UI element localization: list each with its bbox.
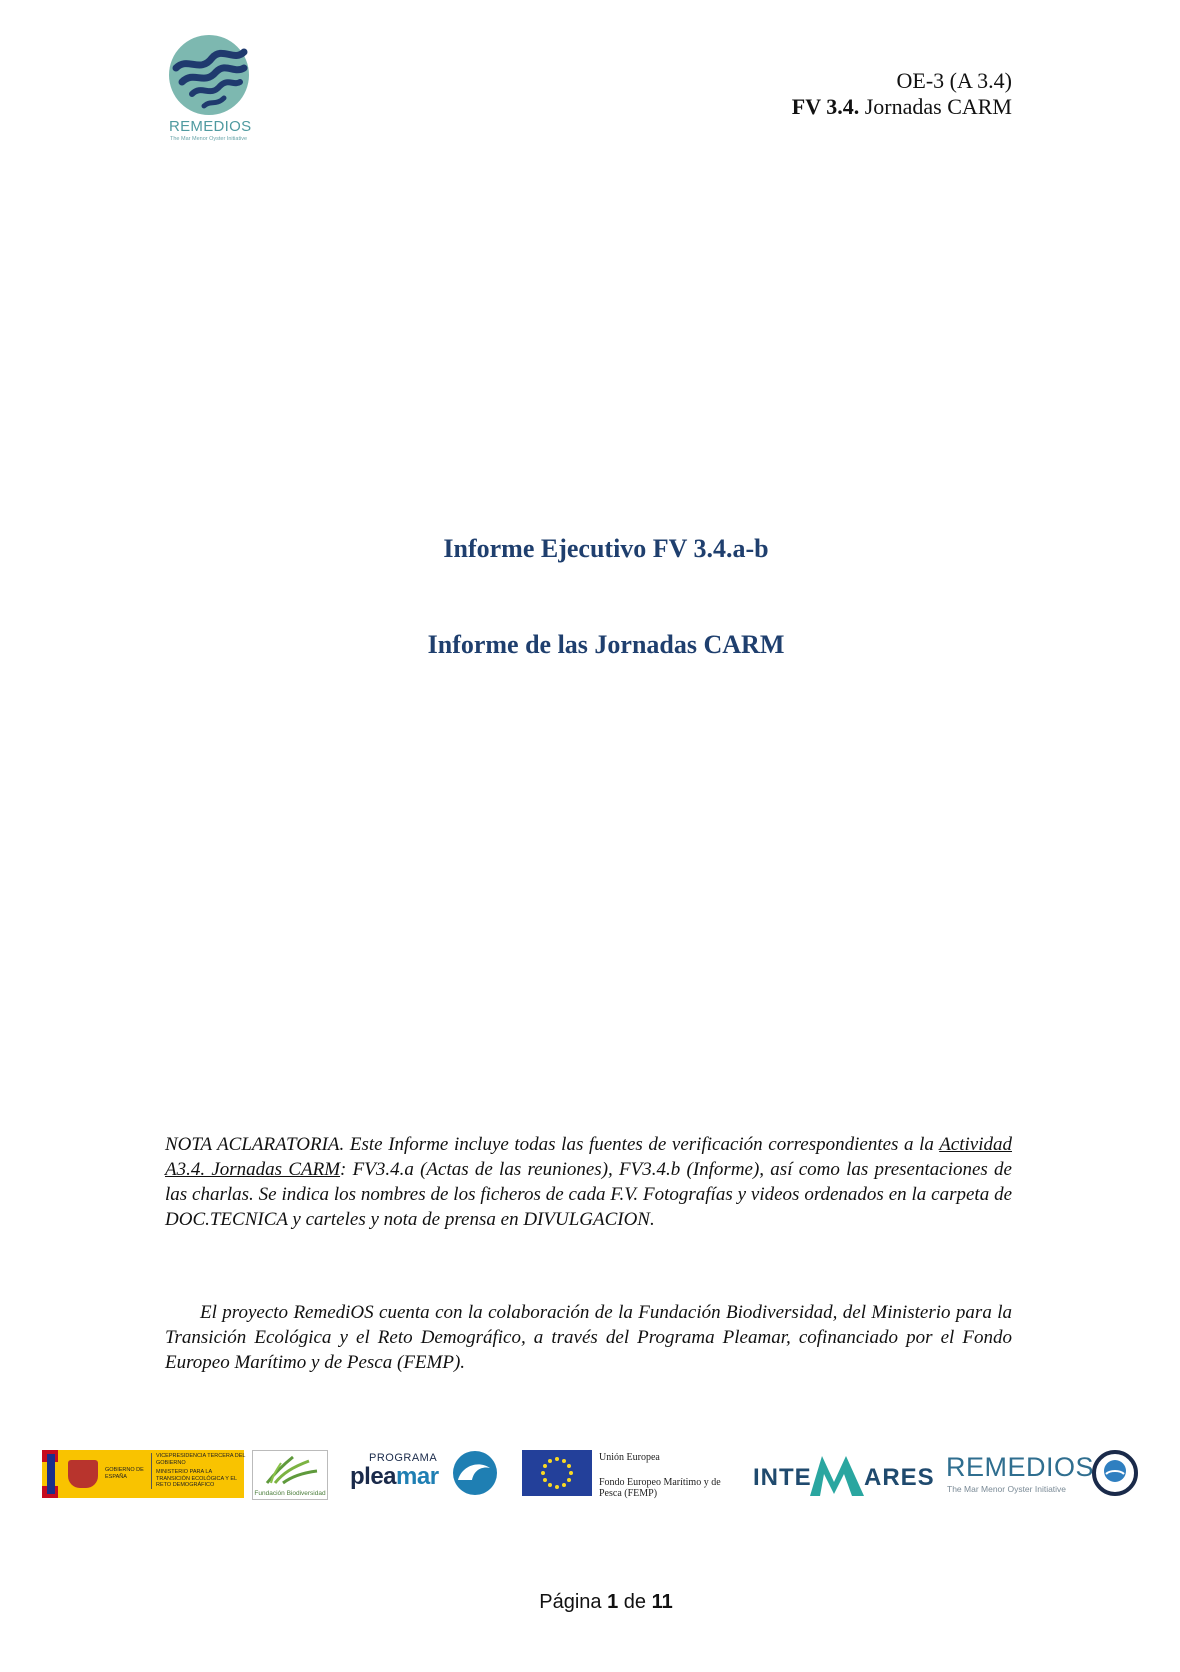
eu-stars-icon	[47, 1454, 55, 1494]
eu-flag-icon	[522, 1450, 592, 1496]
plea-text: plea	[350, 1463, 397, 1490]
ares-text: ARES	[864, 1464, 935, 1491]
union-europea-logo	[522, 1450, 732, 1498]
logo-name: REMEDIOS	[169, 118, 252, 135]
mar-text: mar	[396, 1463, 439, 1490]
pagina-label: Página	[539, 1591, 608, 1613]
oyster-shell-icon	[168, 34, 250, 116]
fv-title: Jornadas CARM	[859, 94, 1012, 119]
page-number	[0, 1591, 1180, 1614]
current-page: 1	[607, 1591, 619, 1613]
nota-aclaratoria	[165, 1132, 1012, 1232]
pleamar-logo	[349, 1450, 501, 1498]
logo-tagline: The Mar Menor Oyster Initiative	[170, 136, 248, 142]
union-europea-text: Unión Europea	[599, 1452, 660, 1463]
partner-seal-logo	[1092, 1450, 1140, 1498]
colaboracion-paragraph: El proyecto RemediOS cuenta con la colaboración de la Fundación Biodiversidad, del Ministerio para la Transición Ecológica y el Reto Demográfico, a través del Programa Pleamar, cofinanciado por el Fondo Europeo Marítimo y de Pesca (FEMP).	[165, 1302, 1012, 1373]
sponsor-logo-strip	[42, 1450, 1152, 1500]
de-label: de	[618, 1591, 652, 1613]
reference-line: OE-3 (A 3.4)	[896, 68, 1012, 93]
remedios-logo-small	[946, 1450, 1095, 1498]
total-pages: 11	[651, 1591, 673, 1613]
intemares-m-icon	[808, 1452, 866, 1498]
inte-text: INTE	[753, 1464, 812, 1491]
wave-icon	[452, 1450, 498, 1496]
main-title: Informe Ejecutivo FV 3.4.a-b	[443, 534, 769, 563]
vicepresidencia-text: VICEPRESIDENCIA TERCERA DEL GOBIERNO	[156, 1453, 246, 1466]
subtitle: Informe de las Jornadas CARM	[427, 630, 785, 659]
ministerio-name: MINISTERIO PARA LA TRANSICIÓN ECOLÓGICA Y EL RETO DEMOGRÁFICO	[156, 1469, 237, 1488]
nota-activity: Actividad A3.4. Jornadas CARM	[165, 1134, 1012, 1180]
seal-icon	[1092, 1450, 1138, 1496]
remedios-tagline: The Mar Menor Oyster Initiative	[947, 1484, 1067, 1494]
intemares-logo	[750, 1452, 935, 1500]
ministerio-text	[151, 1453, 246, 1489]
document-reference	[792, 68, 1012, 120]
gobierno-espana-logo	[42, 1450, 244, 1498]
gobierno-text: GOBIERNO DE ESPAÑA	[105, 1467, 144, 1480]
grass-icon	[253, 1451, 327, 1487]
coat-of-arms-icon	[68, 1460, 98, 1488]
programa-text: PROGRAMA	[369, 1452, 438, 1464]
pleamar-text	[350, 1463, 439, 1491]
remedios-logo	[160, 34, 260, 142]
fv-line	[792, 94, 1012, 120]
fv-code: FV 3.4.	[791, 94, 860, 119]
nota-rest: : FV3.4.a (Actas de las reuniones), FV3.4.b (Informe), así como las presentaciones de las charlas. Se indica los nombres de los ficheros de cada F.V. Fotografías y videos ordenados en la carpeta de DOC.TECNICA y carteles y nota de prensa en DIVULGACION.	[165, 1159, 1012, 1230]
fundacion-biodiversidad-logo	[252, 1450, 328, 1500]
remedios-text: REMEDIOS	[946, 1452, 1095, 1482]
fondo-text: Fondo Europeo Marítimo y de Pesca (FEMP)	[599, 1477, 721, 1499]
nota-lead: NOTA ACLARATORIA. Este Informe incluye todas las fuentes de verificación correspondientes a la	[165, 1134, 940, 1155]
fundacion-text: Fundación Biodiversidad	[254, 1490, 326, 1497]
